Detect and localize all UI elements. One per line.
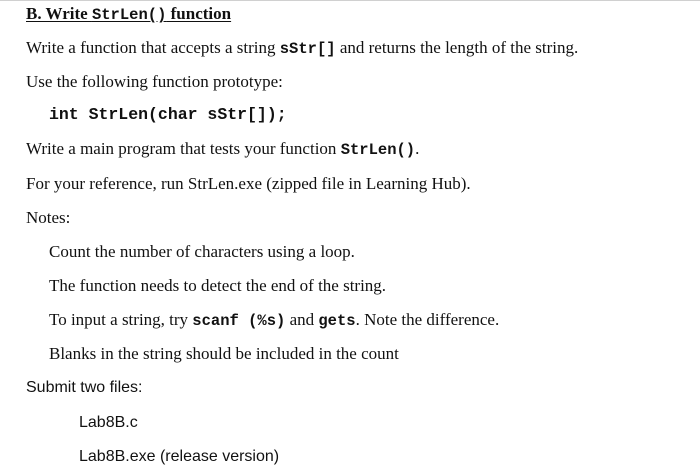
- paragraph-text: and returns the length of the string.: [335, 38, 579, 57]
- submit-file-item: Lab8B.c: [79, 414, 138, 431]
- note-text: . Note the difference.: [355, 310, 500, 329]
- note-item: Blanks in the string should be included in the count: [49, 344, 399, 363]
- section-heading: [26, 4, 231, 25]
- paragraph-main-program: [26, 139, 419, 160]
- submit-label: Submit two files:: [26, 379, 143, 396]
- heading-prefix: B. Write: [26, 4, 92, 23]
- note-item: The function needs to detect the end of the string.: [49, 276, 387, 295]
- note-item: Count the number of characters using a loop.: [49, 242, 355, 261]
- inline-code-gets: gets: [318, 312, 356, 330]
- heading-suffix: function: [166, 4, 232, 23]
- paragraph-text: Write a main program that tests your function: [26, 139, 341, 158]
- note-text: and: [285, 310, 319, 329]
- inline-code-scanf: scanf (%s): [192, 312, 286, 330]
- submit-file-item: Lab8B.exe (release version): [79, 448, 280, 465]
- paragraph-reference: For your reference, run StrLen.exe (zipped file in Learning Hub).: [26, 174, 471, 193]
- paragraph-text: Write a function that accepts a string: [26, 38, 280, 57]
- heading-function-name: StrLen(): [91, 6, 167, 24]
- notes-label: Notes:: [26, 208, 71, 227]
- function-prototype-code: int StrLen(char sStr[]);: [49, 105, 287, 124]
- paragraph-text: .: [415, 139, 420, 158]
- top-divider: [0, 0, 700, 1]
- paragraph-task-description: [26, 38, 578, 59]
- note-item: [49, 310, 499, 331]
- inline-code-strlen: StrLen(): [340, 141, 416, 159]
- inline-code-sstr: sStr[]: [279, 40, 336, 58]
- paragraph-prototype-intro: Use the following function prototype:: [26, 72, 283, 91]
- note-text: To input a string, try: [49, 310, 193, 329]
